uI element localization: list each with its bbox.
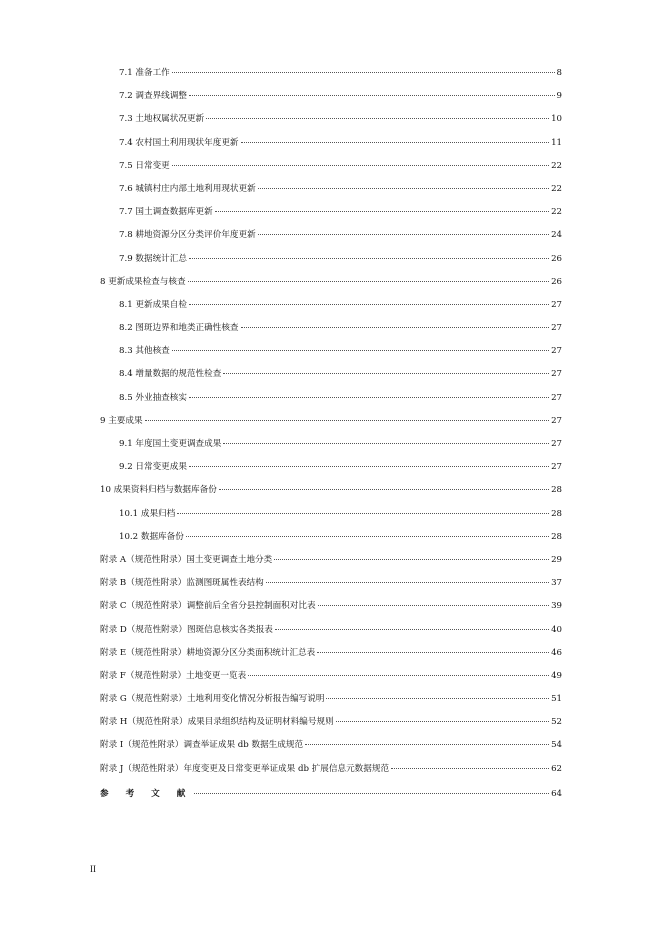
toc-entry-title: 7.3 土地权属状况更新 bbox=[119, 114, 205, 125]
toc-leader-dots bbox=[305, 744, 549, 745]
toc-entry[interactable] bbox=[100, 553, 562, 576]
toc-entry[interactable] bbox=[100, 623, 562, 646]
toc-entry-title: 附录 G（规范性附录）土地利用变化情况分析报告编写说明 bbox=[100, 694, 325, 705]
toc-entry-title: 7.5 日常变更 bbox=[119, 160, 170, 171]
toc-entry-page: 28 bbox=[551, 508, 562, 519]
toc-entry-page: 22 bbox=[551, 183, 562, 194]
toc-entry[interactable] bbox=[100, 298, 562, 321]
toc-leader-dots bbox=[172, 350, 549, 351]
toc-entry-page: 24 bbox=[551, 230, 562, 241]
toc-leader-dots bbox=[274, 559, 549, 560]
toc-leader-dots bbox=[219, 489, 549, 490]
toc-entry-page: 39 bbox=[551, 601, 562, 612]
toc-entry-title: 8.2 图斑边界和地类正确性核查 bbox=[119, 323, 239, 334]
toc-entry-title: 附录 B（规范性附录）监测图斑属性表结构 bbox=[100, 578, 264, 589]
toc-entry-page: 46 bbox=[551, 647, 562, 658]
toc-entry-page: 28 bbox=[551, 485, 562, 496]
toc-entry-title: 8.5 外业抽查核实 bbox=[119, 392, 187, 403]
toc-leader-dots bbox=[189, 466, 549, 467]
toc-leader-dots bbox=[258, 188, 549, 189]
toc-leader-dots bbox=[241, 327, 550, 328]
toc-leader-dots bbox=[223, 443, 549, 444]
toc-entry-title: 附录 F（规范性附录）土地变更一览表 bbox=[100, 670, 247, 681]
toc-entry-page: 62 bbox=[551, 763, 562, 774]
toc-entry-title: 附录 J（规范性附录）年度变更及日常变更举证成果 db 扩展信息元数据规范 bbox=[100, 763, 390, 774]
toc-entry[interactable] bbox=[100, 530, 562, 553]
toc-entry[interactable] bbox=[100, 762, 562, 785]
toc-entry-title: 附录 D（规范性附录）图斑信息核实各类报表 bbox=[100, 624, 273, 635]
toc-leader-dots bbox=[172, 72, 555, 73]
toc-entry-title: 8.3 其他核查 bbox=[119, 346, 170, 357]
toc-entry-page: 27 bbox=[551, 346, 562, 357]
toc-entry-title: 附录 H（规范性附录）成果目录组织结构及证明材料编号规则 bbox=[100, 717, 334, 728]
toc-entry-title: 8.4 增量数据的规范性检查 bbox=[119, 369, 222, 380]
toc-entry-page: 10 bbox=[551, 114, 562, 125]
toc-entry-title: 10.1 成果归档 bbox=[119, 508, 176, 519]
toc-leader-dots bbox=[172, 165, 549, 166]
toc-leader-dots bbox=[186, 536, 549, 537]
toc-entry-page: 22 bbox=[551, 207, 562, 218]
toc-entry-page: 37 bbox=[551, 578, 562, 589]
toc-leader-dots bbox=[275, 629, 549, 630]
toc-entry-page: 27 bbox=[551, 299, 562, 310]
toc-entry[interactable] bbox=[100, 252, 562, 275]
toc-entry[interactable] bbox=[100, 136, 562, 159]
toc-entry-page: 22 bbox=[551, 160, 562, 171]
toc-entry-title: 9 主要成果 bbox=[100, 415, 143, 426]
toc-entry[interactable] bbox=[100, 66, 562, 89]
toc-leader-dots bbox=[145, 420, 549, 421]
toc-entry-page: 40 bbox=[551, 624, 562, 635]
toc-entry[interactable] bbox=[100, 367, 562, 390]
toc-leader-dots bbox=[318, 605, 550, 606]
toc-leader-dots bbox=[391, 768, 549, 769]
toc-entry-title: 7.7 国土调查数据库更新 bbox=[119, 207, 213, 218]
toc-entry[interactable] bbox=[100, 576, 562, 599]
toc-entry[interactable] bbox=[100, 89, 562, 112]
toc-entry-title: 10.2 数据库备份 bbox=[119, 531, 184, 542]
toc-leader-dots bbox=[248, 675, 549, 676]
toc-entry-page: 26 bbox=[551, 253, 562, 264]
toc-entry-page: 27 bbox=[551, 439, 562, 449]
toc-entry-title: 7.6 城镇村庄内部土地利用现状更新 bbox=[119, 183, 256, 194]
toc-leader-dots bbox=[189, 95, 555, 96]
toc-entry[interactable] bbox=[100, 414, 562, 437]
toc-entry[interactable] bbox=[100, 437, 562, 460]
toc-entry-title: 10 成果资料归档与数据库备份 bbox=[100, 485, 217, 496]
toc-entry[interactable] bbox=[100, 344, 562, 367]
toc-entry[interactable] bbox=[100, 483, 562, 506]
toc-entry-title: 参 考 文 献 bbox=[100, 788, 193, 799]
toc-entry-title: 附录 I（规范性附录）调查举证成果 db 数据生成规范 bbox=[100, 740, 304, 751]
toc-entry-title: 9.1 年度国土变更调查成果 bbox=[119, 439, 222, 449]
toc-leader-dots bbox=[258, 234, 549, 235]
toc-leader-dots bbox=[189, 397, 549, 398]
toc-entry-page: 52 bbox=[551, 717, 562, 728]
toc-entry-page: 26 bbox=[551, 276, 562, 287]
toc-entry[interactable] bbox=[100, 112, 562, 135]
toc-entry-title: 7.8 耕地资源分区分类评价年度更新 bbox=[119, 230, 256, 241]
toc-entry[interactable] bbox=[100, 787, 562, 810]
toc-entry-title: 7.4 农村国土利用现状年度更新 bbox=[119, 137, 239, 148]
toc-entry[interactable] bbox=[100, 669, 562, 692]
toc-entry-page: 28 bbox=[551, 531, 562, 542]
toc-leader-dots bbox=[206, 118, 549, 119]
toc-entry[interactable] bbox=[100, 507, 562, 530]
toc-entry[interactable] bbox=[100, 205, 562, 228]
toc-entry-page: 49 bbox=[551, 670, 562, 681]
toc-entry-title: 7.1 准备工作 bbox=[119, 68, 170, 78]
toc-entry[interactable] bbox=[100, 715, 562, 738]
toc-entry[interactable] bbox=[100, 692, 562, 715]
toc-entry-page: 8 bbox=[556, 68, 562, 78]
toc-leader-dots bbox=[189, 258, 549, 259]
toc-entry[interactable] bbox=[100, 391, 562, 414]
toc-entry-title: 8.1 更新成果自检 bbox=[119, 299, 187, 310]
toc-entry-title: 8 更新成果检查与核查 bbox=[100, 276, 186, 287]
toc-entry[interactable] bbox=[100, 646, 562, 669]
toc-leader-dots bbox=[326, 698, 549, 699]
toc-entry-page: 11 bbox=[551, 137, 562, 148]
toc-entry-page: 64 bbox=[551, 788, 562, 799]
toc-leader-dots bbox=[223, 373, 549, 374]
toc-leader-dots bbox=[189, 304, 549, 305]
toc-entry[interactable] bbox=[100, 599, 562, 622]
toc-leader-dots bbox=[194, 793, 549, 794]
table-of-contents bbox=[100, 66, 562, 810]
toc-entry-title: 附录 C（规范性附录）调整前后全省分县控制面积对比表 bbox=[100, 601, 316, 612]
toc-entry-page: 29 bbox=[551, 554, 562, 565]
toc-entry-page: 27 bbox=[551, 369, 562, 380]
toc-leader-dots bbox=[188, 281, 550, 282]
toc-leader-dots bbox=[336, 721, 549, 722]
toc-entry-page: 27 bbox=[551, 392, 562, 403]
toc-leader-dots bbox=[317, 652, 549, 653]
toc-entry-page: 9 bbox=[556, 91, 562, 102]
toc-leader-dots bbox=[266, 582, 549, 583]
toc-entry-page: 27 bbox=[551, 323, 562, 334]
toc-entry-title: 7.2 调查界线调整 bbox=[119, 91, 187, 102]
toc-entry[interactable] bbox=[100, 182, 562, 205]
toc-entry-title: 9.2 日常变更成果 bbox=[119, 462, 187, 473]
toc-entry-page: 27 bbox=[551, 462, 562, 473]
toc-entry-page: 54 bbox=[551, 740, 562, 751]
page-number: II bbox=[90, 864, 96, 874]
toc-leader-dots bbox=[215, 211, 549, 212]
toc-entry[interactable] bbox=[100, 460, 562, 483]
toc-entry-page: 27 bbox=[551, 415, 562, 426]
toc-entry-title: 附录 E（规范性附录）耕地资源分区分类面积统计汇总表 bbox=[100, 647, 316, 658]
toc-entry[interactable] bbox=[100, 321, 562, 344]
toc-entry-title: 7.9 数据统计汇总 bbox=[119, 253, 187, 264]
toc-leader-dots bbox=[241, 142, 550, 143]
toc-entry[interactable] bbox=[100, 228, 562, 251]
toc-entry-title: 附录 A（规范性附录）国土变更调查土地分类 bbox=[100, 554, 273, 565]
toc-entry[interactable] bbox=[100, 159, 562, 182]
toc-entry[interactable] bbox=[100, 275, 562, 298]
toc-entry-page: 51 bbox=[551, 694, 562, 705]
toc-entry[interactable] bbox=[100, 738, 562, 761]
toc-leader-dots bbox=[177, 513, 549, 514]
